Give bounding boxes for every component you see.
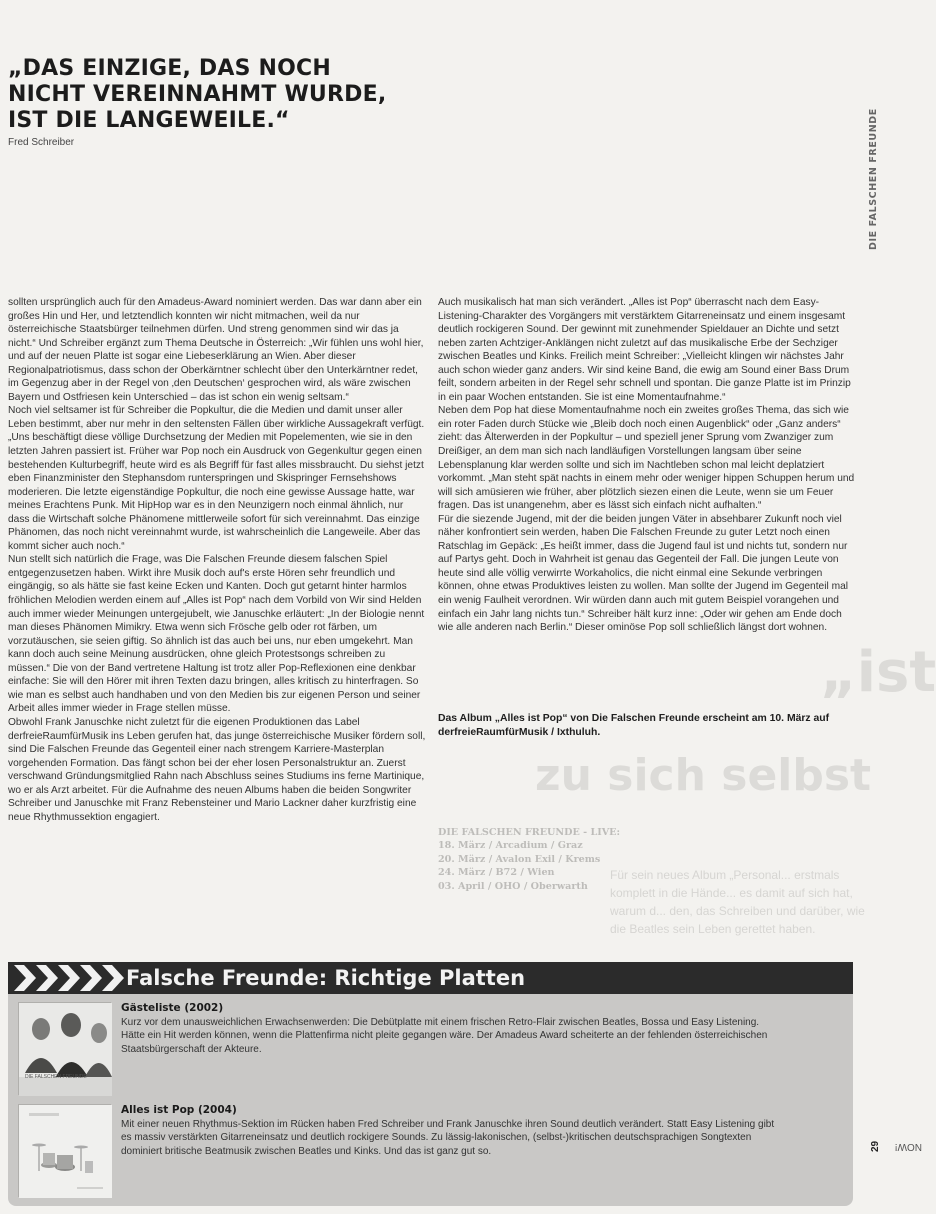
section-side-label	[868, 100, 888, 250]
cover-band-name: DIE FALSCHEN FREUNDE	[25, 1074, 87, 1080]
record-description: Mit einer neuen Rhythmus-Sektion im Rücken haben Fred Schreiber und Frank Januschke ihren Sound deutlich verändert. Statt Easy Listening gibt es massiv verstärkten Gitarreneinsatz und deutlich rockigere Sounds. Zu lässig-lakonischen, (selbst-)kritischen deutschsprachigen Songtexten dominiert britische Beatmusik zwischen Beatles und Kinks. Und das ist ganz gut so.	[121, 1119, 775, 1157]
record-title: Gästeliste (2002)	[121, 1002, 224, 1014]
ghost-paragraph: Für sein neues Album „Personal... erstmals komplett in die Hände... es damit auf sich hat, warum d... den, das Schreiben und darüber, wie die Beatles sein Leben gerettet haben.	[610, 868, 865, 936]
chevron-arrows-icon	[14, 965, 124, 991]
live-date: 20. März / Avalon Exil / Krems	[438, 853, 601, 865]
ghost-headline-fragment: „ist	[820, 640, 936, 705]
article-column-left	[8, 296, 426, 824]
quote-author: Fred Schreiber	[8, 137, 75, 148]
discography-title: Falsche Freunde: Richtige Platten	[126, 966, 526, 990]
album-release-note: Das Album „Alles ist Pop“ von Die Falschen Freunde erscheint am 10. März auf derfreieRaumfürMusik / Ixthuluh.	[438, 713, 830, 738]
discography-box	[8, 962, 853, 1206]
article-column-right	[438, 296, 858, 635]
live-heading: DIE FALSCHEN FREUNDE - LIVE:	[438, 827, 621, 838]
page-number	[870, 1100, 922, 1160]
paragraph: Noch viel seltsamer ist für Schreiber die Popkultur, die die Medien und damit unser aller Leben bestimmt, aber nur mehr in den seltensten Fällen über wirkliche Aussagekraft verfügt. „Uns beschäftigt diese völlige Durchsetzung der Medien mit Popelementen, wie sie in den letzten Jahren passiert ist. Früher war Pop noch ein Ausdruck von Gegenkultur gegen einen bestehenden Kulturbegriff, heute wird es als Begriff für fast alles missbraucht. Du siehst jetzt eben Finanzminister den Stephansdom runterspringen und Skispringer Fernsehshows moderieren. Die letzte eigenständige Popkultur, die noch eine gewisse Aussage hatte, war meines Erachtens Punk. Mit HipHop war es in den Neunzigern noch einmal ähnlich, nur dass die Wirtschaft solche Phänomene mittlerweile sofort für sich vereinnahmt. Das einzige Phänomen, das noch nicht vereinnahmt wurde, ist wahrscheinlich die Langeweile. Aber das kommt sicher auch noch.“	[8, 405, 425, 552]
side-label-text: DIE FALSCHEN FREUNDE	[868, 108, 879, 250]
drum-kit-icon	[19, 1105, 112, 1198]
pull-quote-line-3: IST DIE LANGEWEILE.“	[8, 108, 290, 133]
band-photo-icon	[19, 1003, 112, 1096]
album-cover-gaesteliste	[18, 1002, 111, 1095]
paragraph: Obwohl Frank Januschke nicht zuletzt für die eigenen Produktionen das Label derfreieRaumfürMusik ins Leben gerufen hat, das junge österreichische Musiker fördern soll, sind Die Falschen Freunde das Gegenteil einer nach strengem Karriere-Masterplan vorgehenden Formation. Das fängt schon bei der eher losen Personalstruktur an. Zuerst verschwand Gründungsmitglied Rahn nach Abschluss seines Studiums ins ferne Martinique, wo er als Arzt arbeitet. Für die Aufnahme des neuen Albums haben die beiden Songwriter Schreiber und Januschke mit Franz Rebensteiner und Mario Lackner daher kurzfristig eine neue Rhythmussektion engagiert.	[8, 716, 426, 823]
paragraph: Für die siezende Jugend, mit der die beiden jungen Väter in absehbarer Zukunft noch viel näher konfrontiert sein werden, haben Die Falschen Freunde zu guter Letzt noch einen Ratschlag im Gepäck: „Es heißt immer, dass die Jugend faul ist und nichts tut, sondern nur auf Partys geht. Doch in Wahrheit ist genau das Gegenteil der Fall. Die jungen Leute von heute sind alle völlig verwirrte Workaholics, die nicht einmal eine Sekunde verbringen können, ohne etwas Produktives leisten zu wollen. Man sollte der Jugend im Gegenteil mal ein wenig Faulheit verordnen. Wir würden dann auch mit gutem Beispiel vorangehen und einfach ein Jahr lang nichts tun.“ Schreiber hält kurz inne: „Oder wir gehen am Ende doch wie alle anderen nach Berlin.“ Dieser ominöse Pop soll schließlich längst dort wohnen.	[438, 513, 848, 634]
record-description: Kurz vor dem unausweichlichen Erwachsenwerden: Die Debütplatte mit einem frischen Retro-Flair zwischen Beatles, Bossa und Easy Listening. Hätte ein Hit werden können, wenn die Plattenfirma nicht pleite gegangen wäre. Der Amadeus Award scheiterte an der fehlenden österreichischen Staatsbürgerschaft der Akteure.	[121, 1017, 768, 1055]
paragraph: Nun stellt sich natürlich die Frage, was Die Falschen Freunde diesem falschen Spiel entgegenzusetzen haben. Wirkt ihre Musik doch auf's erste Hören sehr freundlich und eingängig, so als hätte sie fast keine Ecken und Kanten. Doch gut getarnt hinter harmlos fröhlichen Melodien werden einem auf „Alles ist Pop“ nach dem Vorbild von Wir sind Helden auch immer wieder Meinungen untergejubelt, wie Januschke erläutert: „In der Biologie nennt man dieses Phänomen Mimikry. Etwa wenn sich Frösche gelb oder rot färben, um vorzutäuschen, sie seien giftig. So ähnlich ist das auch bei uns, nur eben umgekehrt. Man kann doch auch seine Meinung ausdrücken, ohne gleich Protestsongs schreiben zu müssen.“ Die von der Band vertretene Haltung ist trotz aller Pop-Reflexionen eine denkbar einfache: Sie will den Hörer mit ihren Texten dazu bringen, alles kritisch zu hinterfragen. So wie man es selbst auch handhaben und von den Medien bis zur eigenen Person und seiner Arbeit alles immer wieder in Frage stellen müsse.	[8, 554, 425, 715]
record-title: Alles ist Pop (2004)	[121, 1104, 237, 1116]
live-dates	[438, 826, 698, 893]
paragraph: sollten ursprünglich auch für den Amadeus-Award nominiert werden. Das war dann aber ein großes Hin und Her, und letztendlich konnten wir nicht mitmachen, weil da nur österreichische Staatsbürger teilnehmen dürfen. Und streng genommen sind wir das ja nicht.“ Und Schreiber ergänzt zum Thema Deutsche in Österreich: „Wir fühlen uns wohl hier, und auf der neuen Platte ist sogar eine Liebeserklärung an Wien. Aber dieser Regionalpatriotismus, dass schon der Oberkärntner schlecht über den Unterkärntner redet, im Gegenzug aber in der Regel von ‚den Deutschen‘ gesprochen wird, als wäre zwischen Bayern und Ostfriesen kein Unterschied – das ist schon ein wenig seltsam.“	[8, 297, 424, 403]
magazine-name: NOW!	[894, 1141, 922, 1152]
paragraph: Auch musikalisch hat man sich verändert. „Alles ist Pop“ überrascht nach dem Easy-Listening-Charakter des Vorgängers mit verstärktem Gitarreneinsatz und einem insgesamt deutlich rockigeren Sound. Der gewinnt mit zunehmender Spieldauer an Dichte und setzt neben zarten Achtziger-Anklängen nicht zuletzt auf das musikalische Erbe der Sechziger zwischen Beatles und Kinks. Freilich meint Schreiber: „Vielleicht klingen wir nächstes Jahr auch schon wieder ganz anders. Wir sind keine Band, die ewig am Sound einer Bass Drum feilt, sondern arbeiten in der Regel sehr schnell und spontan. Die ganze Platte ist im Prinzip in ein paar Wochen entstanden. Sie ist eine Momentaufnahme.“	[438, 297, 851, 403]
paragraph: Neben dem Pop hat diese Momentaufnahme noch ein zweites großes Thema, das sich wie ein roter Faden durch Stücke wie „Bleib doch noch einen Augenblick“ oder „Ganz anders“ zieht: das Älterwerden in der Popkultur – und speziell jener Sprung vom Zwanziger zum Dreißiger, an dem man sich nach landläufigen Vorstellungen langsam über seine Lebensplanung klar werden sollte und sich im Nachtleben schon mal leicht deplatziert vorkommt. „Man steht spät nachts in einem mehr oder weniger hippen Schuppen herum und will sich amüsieren wie früher, aber plötzlich siezen einen die Leute, wenn sie um Feuer fragen. Das ist unangenehm, aber es lässt sich einfach nicht aufhalten.“	[438, 405, 855, 512]
pull-quote-line-2: NICHT VEREINNAHMT WURDE,	[8, 82, 387, 107]
live-date: 03. April / OHO / Oberwarth	[438, 880, 588, 892]
pull-quote	[8, 56, 528, 148]
live-date: 24. März / B72 / Wien	[438, 867, 555, 879]
album-cover-alles-ist-pop	[18, 1104, 111, 1197]
live-date: 18. März / Arcadium / Graz	[438, 840, 583, 852]
page-number-value: 29	[870, 1140, 881, 1152]
pull-quote-line-1: „DAS EINZIGE, DAS NOCH	[8, 56, 331, 81]
discography-header	[8, 962, 853, 994]
ghost-headline: zu sich selbst	[535, 750, 872, 801]
